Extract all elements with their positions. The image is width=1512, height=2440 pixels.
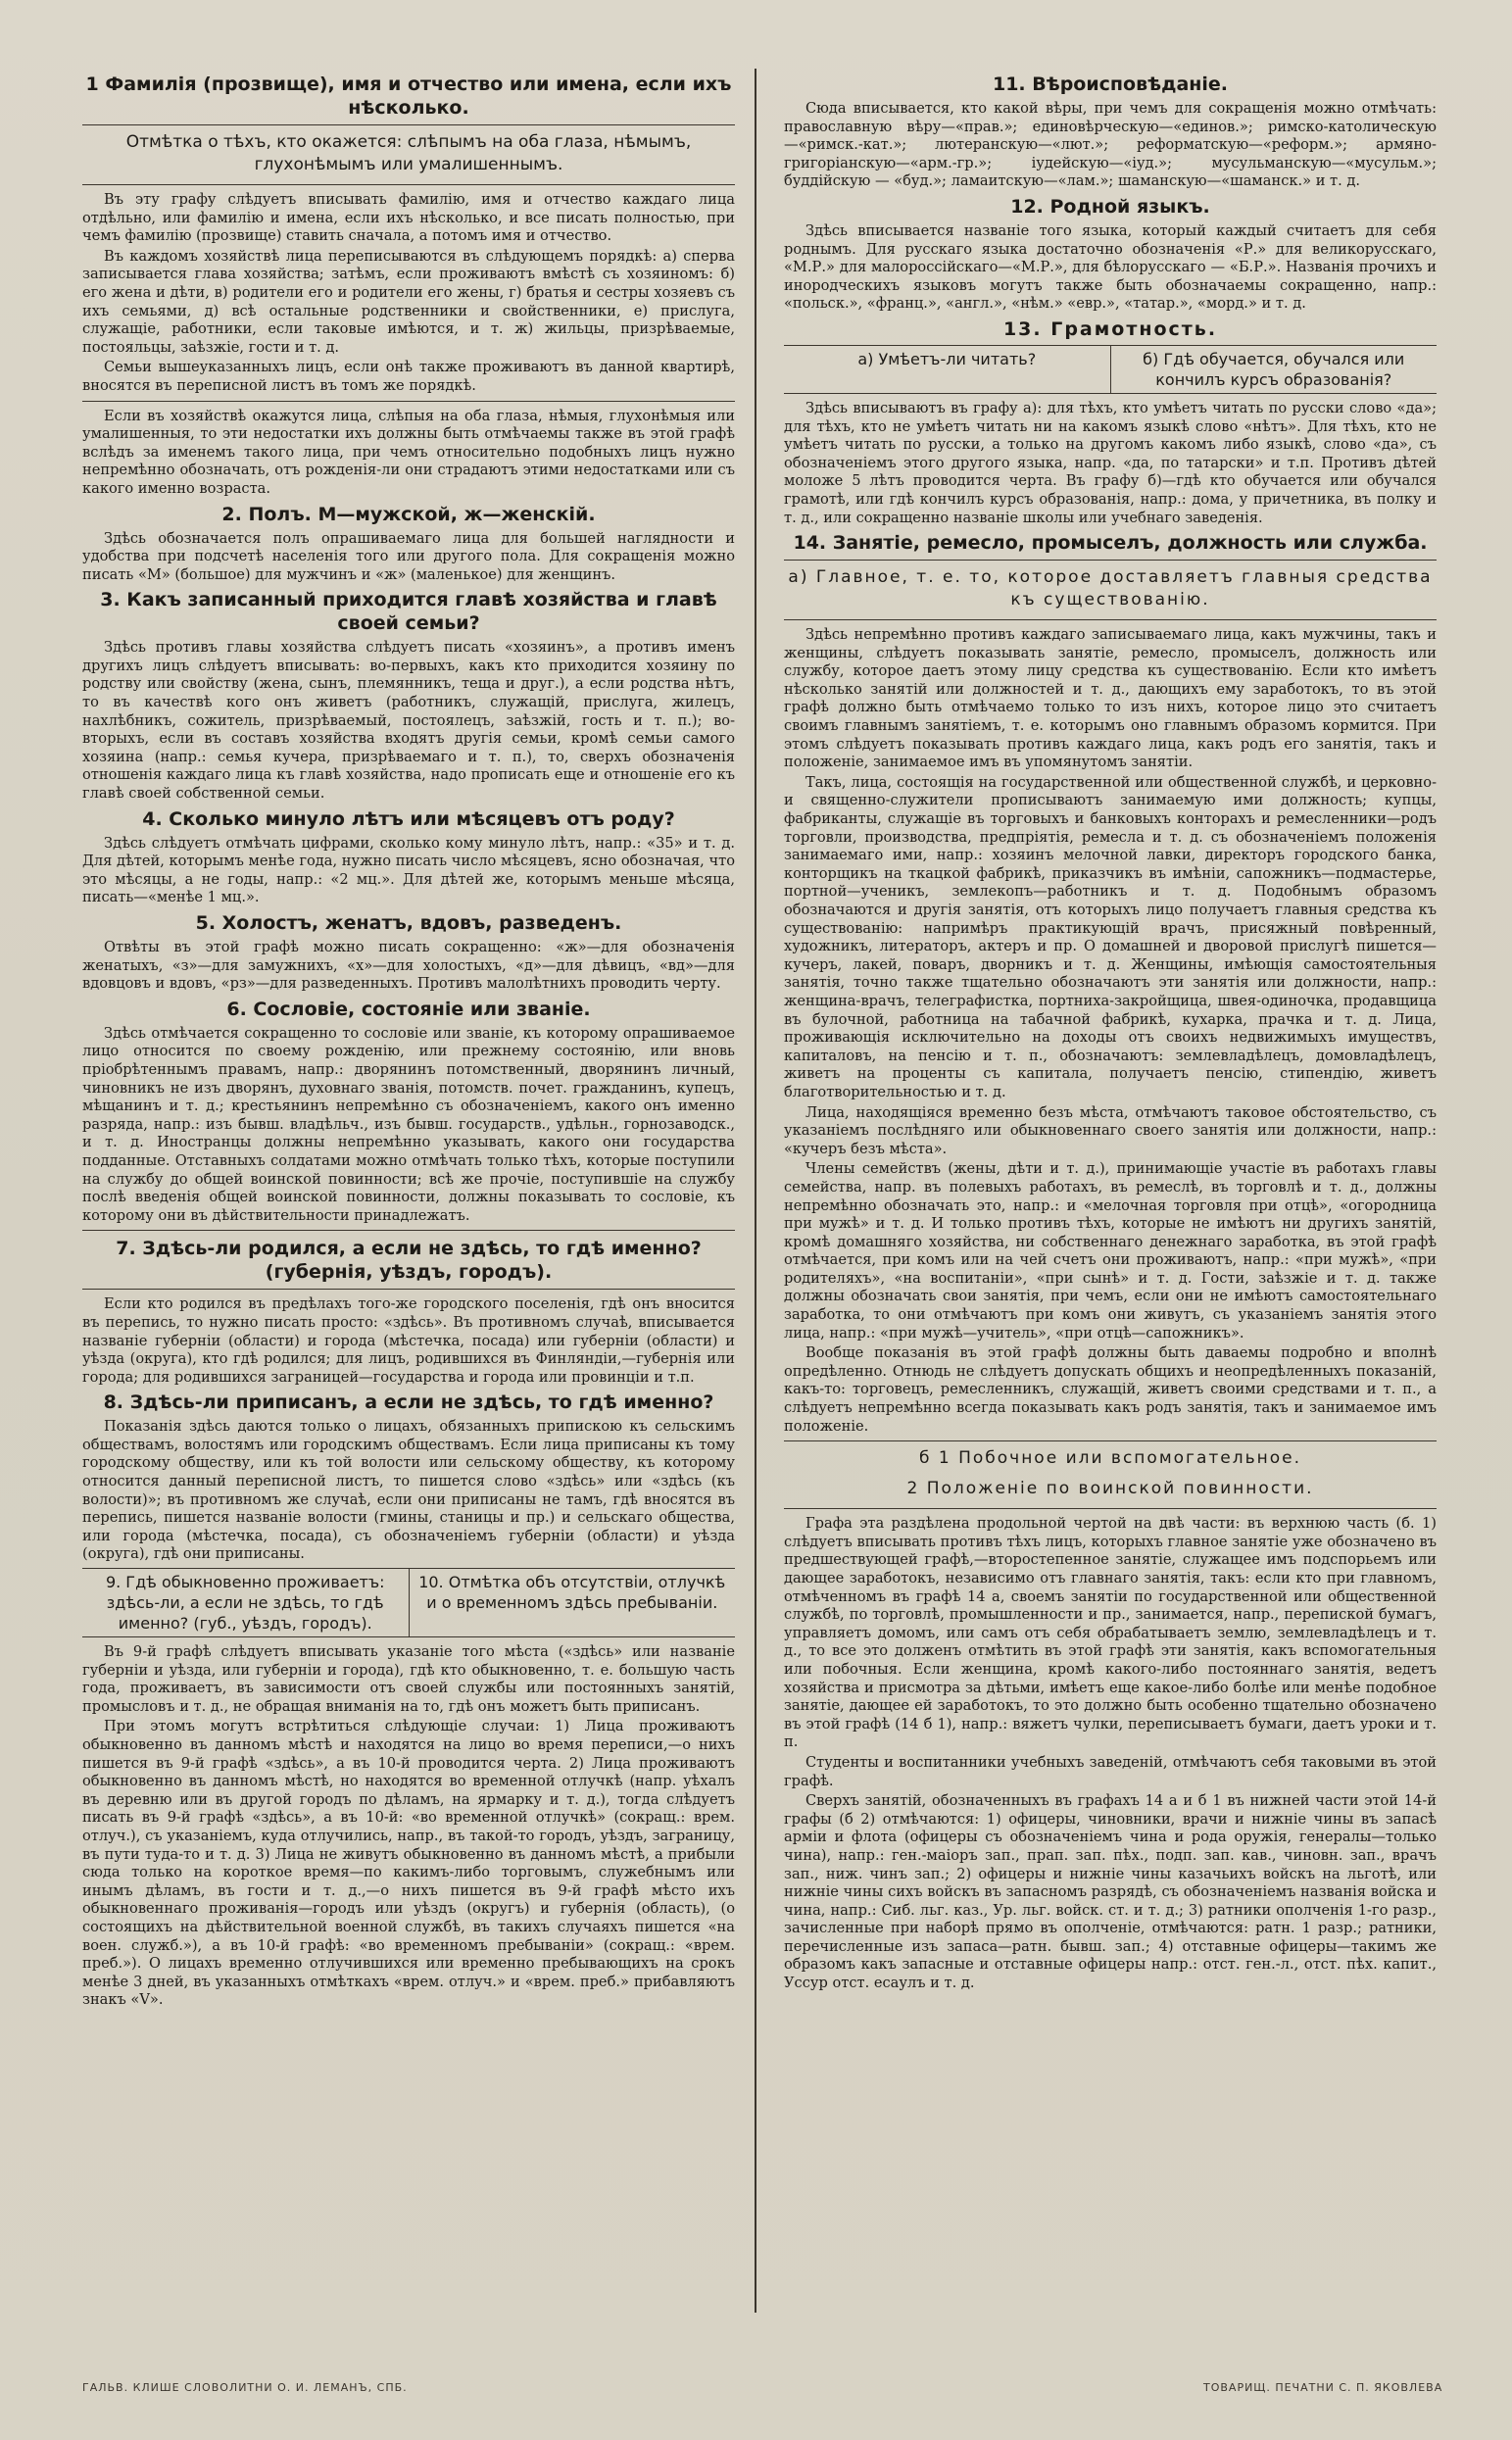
divider (784, 1440, 1437, 1441)
paragraph: Въ эту графу слѣдуетъ вписывать фамилію, имя и отчество каждаго лица отдѣльно, или фамилію и имена, если ихъ нѣсколько, и все писать полностью, при чемъ фамилію (прозвище) ставить сначала, а потомъ имя и отчество. (82, 191, 735, 245)
column-divider (755, 69, 756, 2313)
paragraph: Здѣсь вписываютъ въ графу а): для тѣхъ, кто умѣетъ читать по русски слово «да»; для тѣхъ, кто не умѣетъ читать ни на какомъ языкѣ слово «нѣтъ». Для тѣхъ, кто не умѣетъ читать по русски, а только на другомъ какомъ либо языкѣ, слово «да», съ обозначеніемъ этого другого языка, напр. «да, по татарски» и т.п. Противъ дѣтей моложе 5 лѣтъ проводится черта. Въ графу б)—гдѣ кто обучается или обучался грамотѣ, или гдѣ кончилъ курсъ образованія, напр.: дома, у причетника, въ полку и т. д., или сокращенно названіе школы или учебнаго заведенія. (784, 399, 1437, 526)
paragraph: Вообще показанія въ этой графѣ должны быть даваемы подробно и вполнѣ опредѣленно. Отнюдь не слѣдуетъ допускать общихъ и неопредѣленныхъ показаній, какъ-то: торговецъ, ремесленникъ, служащій, живетъ своими средствами и т. п., а слѣдуетъ непремѣнно всегда показывать какъ родъ занятія, такъ и занимаемое имъ положеніе. (784, 1344, 1437, 1435)
paragraph: Если кто родился въ предѣлахъ того-же городского поселенія, гдѣ онъ вносится въ перепись, то нужно писать просто: «здѣсь». Въ противномъ случаѣ, вписывается названіе губерніи (области) и города (мѣстечка, посада) или губерніи (области) и уѣзда (округа), кто гдѣ родился; для лицъ, родившихся въ Финляндіи,—губернія или города; для родившихся заграницей—государства и города или провинціи и т.п. (82, 1295, 735, 1386)
section-6-heading: 6. Сословіе, состояніе или званіе. (226, 998, 591, 1020)
paragraph: Если въ хозяйствѣ окажутся лица, слѣпыя на оба глаза, нѣмыя, глухонѣмыя или умалишенныя, то эти недостатки ихъ должны быть отмѣчаемы также въ этой графѣ вслѣдъ за именемъ такого лица, при чемъ относительно подобныхъ лицъ нужно непремѣнно обозначать, отъ рожденія-ли они страдаютъ этими недостатками или съ какого именно возраста. (82, 407, 735, 497)
paragraph: Такъ, лица, состоящія на государственной или общественной службѣ, и церковно-и священно-служители прописываютъ занимаемую ими должность; купцы, фабриканты, служащіе въ торговыхъ и банковыхъ конторахъ и ремесленники—родъ торговли, производства, предпріятія, ремесла и т. д. съ обозначеніемъ положенія занимаемаго ими, напр.: хозяинъ мелочной лавки, директоръ городского банка, конторщикъ на ткацкой фабрикѣ, приказчикъ въ имѣніи, сапожникъ—подмастерье, портной—ученикъ, землекопъ—работникъ и т. д. Подобнымъ образомъ обозначаются и другія занятія, отъ которыхъ лицо получаетъ главныя средства къ существованію: напримѣръ практикующій врачъ, присяжный повѣренный, художникъ, литераторъ, актеръ и пр. О домашней и дворовой прислугѣ пишется—кучеръ, лакей, поваръ, дворникъ и т. д. Женщины, имѣющія самостоятельныя занятія, точно также тщательно обозначаютъ эти занятія или должности, напр.: женщина-врачъ, телеграфистка, портниха-закройщица, швея-одиночка, продавщица въ булочной, работница на табачной фабрикѣ, кухарка, прачка и т. д. Лица, проживающія исключительно на доходы отъ своихъ недвижимыхъ имуществъ, капиталовъ, на пенсію и т. п., обозначаютъ: землевладѣлецъ, домовладѣлецъ, живетъ на проценты съ капитала, получаетъ пенсію, стипендію, живетъ благотворительностью и т. д. (784, 773, 1437, 1100)
section-13-heading: 13. Грамотность. (1002, 317, 1218, 340)
paragraph: Здѣсь обозначается полъ опрашиваемаго лица для большей наглядности и удобства при подсчетѣ населенія того или другого пола. Для сокращенія можно писать «М» (большое) для мужчинъ и «ж» (маленькое) для женщинъ. (82, 529, 735, 583)
paragraph: Студенты и воспитанники учебныхъ заведеній, отмѣчаютъ себя таковыми въ этой графѣ. (784, 1753, 1437, 1789)
section-14b2-heading: 2 Положеніе по воинской повинности. (906, 1479, 1314, 1499)
divider (784, 619, 1437, 620)
section-12-heading: 12. Родной языкъ. (1010, 195, 1210, 218)
paragraph: Сверхъ занятій, обозначенныхъ въ графахъ 14 а и б 1 въ нижней части этой 14-й графы (б 2) отмѣчаются: 1) офицеры, чиновники, врачи и нижніе чины въ запасѣ арміи и флота (офицеры съ обозначеніемъ чина и рода оружія, генералы—только чина), напр.: ген.-маіоръ зап., прап. зап. пѣх., подп. зап. кав., чиновн. зап., врачъ зап., ниж. чинъ зап.; 2) офицеры и нижніе чины казачьихъ войскъ на льготѣ, или нижніе чины сихъ войскъ въ запасномъ разрядѣ, съ обозначеніемъ названія войска и чина, напр.: Сиб. льг. каз., Ур. льг. войск. ст. и т. д.; 3) ратники ополченія 1-го разр., зачисленные при наборѣ прямо въ ополченіе, отмѣчаются: ратн. 1 разр.; ратники, перечисленные изъ запаса—ратн. бывш. зап.; 4) отставные офицеры—такимъ же образомъ какъ запасные и отставные офицеры напр.: отст. ген.-л., отст. пѣх. капит., Уссур отст. есаулъ и т. д. (784, 1792, 1437, 1992)
paragraph: Графа эта раздѣлена продольной чертой на двѣ части: въ верхнюю часть (б. 1) слѣдуетъ вписывать противъ тѣхъ лицъ, которыхъ главное занятіе уже обозначено въ предшествующей графѣ,—второстепенное занятіе, служащее имъ подспорьемъ или дающее заработокъ, независимо отъ главнаго занятія, такъ: если кто при главномъ, отмѣченномъ въ графѣ 14 а, своемъ занятіи по государственной или общественной службѣ, по торговлѣ, промышленности и пр., занимается, напр., перепиской бумагъ, управляетъ домомъ, или самъ отъ себя обрабатываетъ землю, землевладѣлецъ и т. д., то все это долженъ отмѣтить въ этой графѣ эти занятія, какъ вспомогательныя или побочныя. Если женщина, кромѣ какого-либо постояннаго занятія, ведетъ хозяйства и присмотра за дѣтьми, имѣетъ еще какое-либо болѣе или менѣе подобное занятіе, дающее ей заработокъ, то это должно быть особенно тщательно обозначено въ этой графѣ (14 б 1), напр.: вяжетъ чулки, переписываетъ бумаги, даетъ уроки и т. п. (784, 1515, 1437, 1751)
section-10-heading: 10. Отмѣтка объ отсутствіи, отлучкѣ и о временномъ здѣсь пребываніи. (409, 1569, 736, 1636)
paragraph: Здѣсь отмѣчается сокращенно то сословіе или званіе, къ которому опрашиваемое лицо относится по своему рожденію, или прежнему состоянію, или вновь пріобрѣтеннымъ правамъ, напр.: дворянинъ потомственный, дворянинъ личный, чиновникъ не изъ дворянъ, духовнаго званія, потомств. почет. гражданинъ, купецъ, мѣщанинъ и т. д.; крестьянинъ непремѣнно съ обозначеніемъ, какого онъ именно разряда, напр.: изъ бывш. владѣльч., изъ бывш. государств., удѣльн., горнозаводск., и т. д. Иностранцы должны непремѣнно указывать, какого они государства подданные. Отставныхъ солдатами можно отмѣчать только тѣхъ, которые поступили на службу до общей воинской повинности; всѣ же прочіе, поступившіе на службу послѣ введенія общей воинской повинности, должны показывать то сословіе, къ которому они въ дѣйствительности принадлежатъ. (82, 1024, 735, 1224)
section-2-heading: 2. Полъ. М—мужской, ж—женскій. (221, 503, 596, 525)
section-14b1-heading: б 1 Побочное или вспомогательное. (918, 1448, 1302, 1469)
paragraph: Сюда вписывается, кто какой вѣры, при чемъ для сокращенія можно отмѣчать: православную вѣру—«прав.»; единовѣрческую—«единов.»; римско-католическую—«римск.-кат.»; лютеранскую—«лют.»; реформатскую—«реформ.»; армяно-григоріанскую—«арм.-гр.»; іудейскую—«іуд.»; мусульманскую—«мусульм.»; буддійскую — «буд.»; ламаитскую—«лам.»; шаманскую—«шаманск.» и т. д. (784, 100, 1437, 190)
paragraph: При этомъ могутъ встрѣтиться слѣдующіе случаи: 1) Лица проживаютъ обыкновенно въ данномъ мѣстѣ и находятся на лицо во время переписи,—о нихъ пишется въ 9-й графѣ «здѣсь», а въ 10-й проводится черта. 2) Лица проживаютъ обыкновенно въ данномъ мѣстѣ, но находятся во временной отлучкѣ (напр. уѣхалъ въ деревню или въ другой городъ по дѣламъ, на ярмарку и т. д.), тогда слѣдуетъ писать въ 9-й графѣ «здѣсь», а въ 10-й: «во временной отлучкѣ» (сокращ.: врем. отлуч.), съ указаніемъ, куда отлучились, напр., въ такой-то городъ, уѣздъ, заграницу, въ пути туда-то и т. д. 3) Лица не живутъ обыкновенно въ данномъ мѣстѣ, а прибыли сюда только на короткое время—по какимъ-либо торговымъ, служебнымъ или инымъ дѣламъ, въ гости и т. д.,—о нихъ пишется въ 9-й графѣ мѣсто ихъ обыкновеннаго проживанія—городъ или уѣздъ (округъ) и губернія (область), (о состоящихъ на дѣйствительной военной службѣ, въ такихъ случаяхъ пишется «на воен. служб.»), а въ 10-й графѣ: «во временномъ пребываніи» (сокращ.: «врем. преб.»). О лицахъ временно отлучившихся или временно пребывающихъ на срокъ менѣе 3 дней, въ указанныхъ отмѣткахъ «врем. отлуч.» и «врем. преб.» прибавляютъ знакъ «V». (82, 1718, 735, 2009)
paragraph: Лица, находящіяся временно безъ мѣста, отмѣчаютъ таковое обстоятельство, съ указаніемъ послѣдняго или обыкновеннаго своего занятія или должности, напр.: «кучеръ безъ мѣста». (784, 1103, 1437, 1157)
paragraph: Въ каждомъ хозяйствѣ лица переписываются въ слѣдующемъ порядкѣ: а) сперва записывается глава хозяйства; затѣмъ, если проживаютъ вмѣстѣ съ хозяиномъ: б) его жена и дѣти, в) родители его и родители его жены, г) братья и сестры хозяевъ съ ихъ семьями, д) всѣ остальные родственники и свойственники, е) прислуга, служащіе, работники, если таковые имѣются, и т. ж) жильцы, призрѣваемые, постояльцы, заѣзжіе, гости и т. д. (82, 247, 735, 356)
section-7-heading: 7. Здѣсь-ли родился, а если не здѣсь, то гдѣ именно? (губернія, уѣздъ, городъ). (116, 1238, 702, 1284)
paragraph: Показанія здѣсь даются только о лицахъ, обязанныхъ припискою къ сельскимъ обществамъ, волостямъ или городскимъ обществамъ. Если лица приписаны къ тому городскому обществу, или къ той волости или сельскому обществу, къ которому относится данный переписной листъ, то пишется слово «здѣсь» или «здѣсь (къ волости)»; въ противномъ же случаѣ, если они приписаны не тамъ, гдѣ вносятся въ перепись, пишется названіе волости (гмины, станицы и пр.) и сельскаго общества, или города (мѣстечка, посада), съ обозначеніемъ губерніи (области) и уѣзда (округа), гдѣ они приписаны. (82, 1418, 735, 1563)
divider (784, 560, 1437, 561)
divider (82, 124, 735, 125)
section-3-heading: 3. Какъ записанный приходится главѣ хозяйства и главѣ своей семьи? (100, 589, 717, 635)
section-13b-heading: б) Гдѣ обучается, обучался или кончилъ курсъ образованія? (1110, 346, 1438, 393)
section-9-heading: 9. Гдѣ обыкновенно проживаетъ: здѣсь-ли, а если не здѣсь, то гдѣ именно? (губ., уѣздъ, городъ). (105, 1573, 385, 1634)
paragraph: Члены семействъ (жены, дѣти и т. д.), принимающіе участіе въ работахъ главы семейства, напр. въ полевыхъ работахъ, въ ремеслѣ, въ торговлѣ и т. д., должны непремѣнно обозначать это, напр.: и «мелочная торговля при отцѣ», «огородница при мужѣ» и т. д. И только противъ тѣхъ, которые не имѣютъ ни другихъ занятій, кромѣ домашняго хозяйства, ни собственнаго денежнаго заработка, въ этой графѣ отмѣчается, при комъ или на чей счетъ они проживаютъ, напр.: «при мужѣ», «при родителяхъ», «на воспитаніи», «при сынѣ» и т. д. Гости, заѣзжіе и т. д. также должны обозначать свои занятія, при чемъ, если они не имѣютъ самостоятельнаго заработка, то они отмѣчаютъ при комъ они живутъ, съ указаніемъ занятія этого лица, напр.: «при мужѣ—учитель», «при отцѣ—сапожникъ». (784, 1160, 1437, 1342)
printer-credit-left: ГАЛЬВ. КЛИШЕ СЛОВОЛИТНИ О. И. ЛЕМАНЪ, СПБ. (82, 2381, 408, 2394)
right-column (784, 69, 1437, 2313)
divider (82, 1230, 735, 1231)
section-8-heading: 8. Здѣсь-ли приписанъ, а если не здѣсь, то гдѣ именно? (103, 1391, 714, 1414)
divider (82, 401, 735, 402)
divider (82, 184, 735, 185)
paragraph: Отвѣты въ этой графѣ можно писать сокращенно: «ж»—для обозначенія женатыхъ, «з»—для замужнихъ, «х»—для холостыхъ, «д»—для дѣвицъ, «вд»—для вдовцовъ и вдовъ, «рз»—для разведенныхъ. Противъ малолѣтнихъ проводить черту. (82, 939, 735, 993)
divider (784, 1508, 1437, 1509)
paragraph: Здѣсь вписывается названіе того языка, который каждый считаетъ для себя роднымъ. Для русскаго языка достаточно обозначенія «Р.» для великорусскаго, «М.Р.» для малороссійскаго—«М.Р.», для бѣлорусскаго — «Б.Р.». Названія прочихъ и инородческихъ языковъ могутъ также быть обозначаемы сокращенно, напр.: «польск.», «франц.», «англ.», «нѣм.» «евр.», «татар.», «морд.» и т. д. (784, 221, 1437, 313)
paragraph: Семьи вышеуказанныхъ лицъ, если онѣ также проживаютъ въ данной квартирѣ, вносятся въ переписной листъ въ томъ же порядкѣ. (82, 359, 735, 394)
section-13a-heading: а) Умѣетъ-ли читать? (857, 349, 1037, 368)
section-9-10-heading (82, 1568, 735, 1637)
section-11-heading: 11. Вѣроисповѣданіе. (992, 73, 1229, 95)
section-1-heading: 1 Фамилія (прозвище), имя и отчество или имена, если ихъ нѣсколько. (85, 73, 732, 119)
section-14-heading: 14. Занятіе, ремесло, промыселъ, должность или служба. (793, 532, 1428, 555)
section-5-heading: 5. Холостъ, женатъ, вдовъ, разведенъ. (195, 912, 622, 934)
paragraph: Здѣсь противъ главы хозяйства слѣдуетъ писать «хозяинъ», а противъ именъ другихъ лицъ слѣдуетъ вписывать: во-первыхъ, какъ кто приходится хозяину по родству или свойству (жена, сынъ, племянникъ, теща и друг.), а если родства нѣтъ, то въ качествѣ кого онъ живетъ (работникъ, служащій, прислуга, жилецъ, нахлѣбникъ, сожитель, призрѣваемый, постоялецъ, заѣзжій, гость и т. п.); во-вторыхъ, если въ составъ хозяйства входятъ другія семьи, кромѣ семьи самого хозяина (напр.: семья кучера, призрѣваемаго и т. п.), то, сверхъ обозначенія отношенія каждаго лица къ главѣ хозяйства, надо прописать еще и отношеніе его къ главѣ своей собственной семьи. (82, 639, 735, 803)
paragraph: Здѣсь непремѣнно противъ каждаго записываемаго лица, какъ мужчины, такъ и женщины, слѣдуетъ показывать занятіе, ремесло, промыселъ, должность или службу, которое даетъ этому лицу средства къ существованію. Если кто имѣетъ нѣсколько занятій или должностей и т. д., дающихъ ему заработокъ, то въ этой графѣ должно быть отмѣчаемо только то изъ нихъ, которое лицо это считаетъ своимъ главнымъ занятіемъ, т. е. которымъ оно главнымъ образомъ кормится. При этомъ слѣдуетъ показывать противъ каждаго лица, какъ родъ его занятія, такъ и положеніе, занимаемое имъ въ упомянутомъ занятіи. (784, 626, 1437, 771)
section-4-heading: 4. Сколько минуло лѣтъ или мѣсяцевъ отъ роду? (142, 807, 675, 830)
paragraph: Въ 9-й графѣ слѣдуетъ вписывать указаніе того мѣста («здѣсь» или названіе губерніи и уѣзда, или губерніи и города), гдѣ кто обыкновенно, т. е. большую часть года, проживаетъ, въ зависимости отъ своей службы или постоянныхъ занятій, промысловъ и т. д., не обращая вниманія на то, гдѣ онъ можетъ быть приписанъ. (82, 1643, 735, 1715)
printer-credit-right: ТОВАРИЩ. ПЕЧАТНИ С. П. ЯКОВЛЕВА (1203, 2381, 1443, 2394)
paragraph: Здѣсь слѣдуетъ отмѣчать цифрами, сколько кому минуло лѣтъ, напр.: «35» и т. д. Для дѣтей, которымъ менѣе года, нужно писать число мѣсяцевъ, ясно обозначая, что это мѣсяцы, а не годы, напр.: «2 мц.». Для дѣтей же, которымъ меньше мѣсяца, писать—«менѣе 1 мц.». (82, 834, 735, 906)
left-column (82, 69, 735, 2313)
section-1-subheading: Отмѣтка о тѣхъ, кто окажется: слѣпымъ на оба глаза, нѣмымъ, глухонѣмымъ или умалишеннымъ. (125, 132, 692, 174)
section-14a-heading: а) Главное, т. е. то, которое доставляетъ главныя средства къ существованію. (788, 567, 1433, 610)
divider (82, 1289, 735, 1290)
section-13-subheadings (784, 345, 1437, 394)
